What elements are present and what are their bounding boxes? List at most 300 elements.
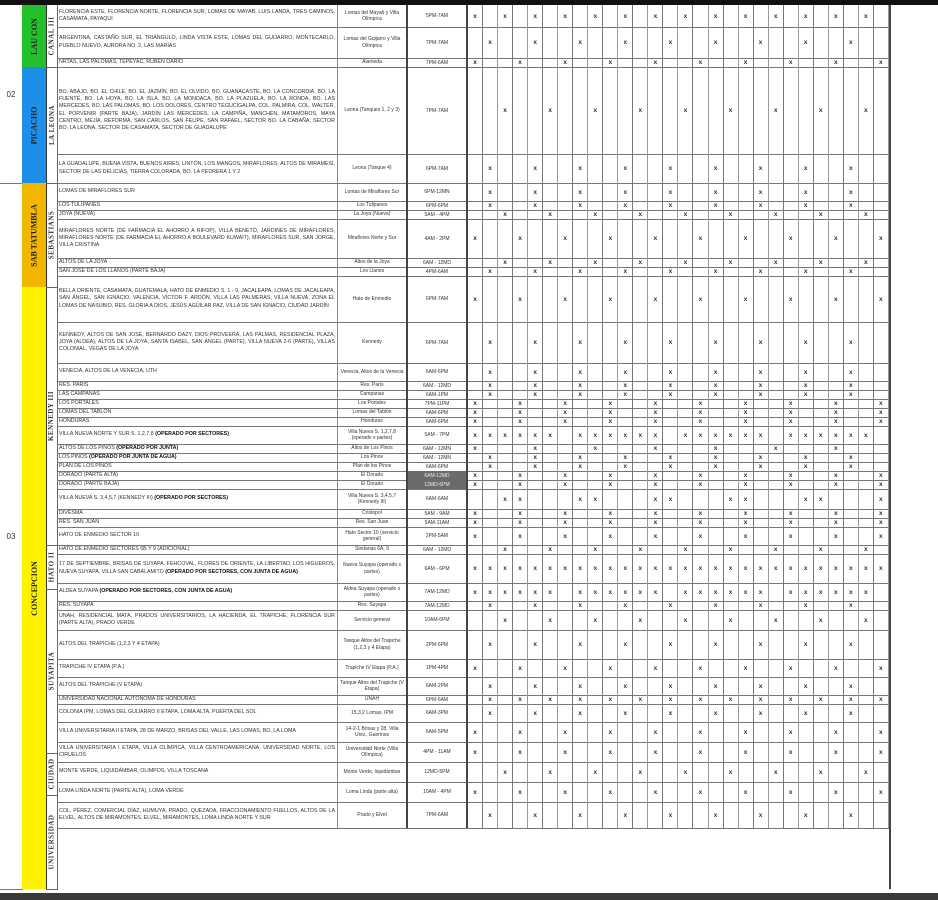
day-cell-empty	[633, 659, 648, 677]
day-cell-empty	[498, 322, 513, 363]
day-cell-marked: x	[709, 802, 724, 828]
day-cell-marked: x	[513, 219, 528, 258]
day-cell-marked: x	[498, 210, 513, 219]
day-cell-empty	[678, 489, 693, 509]
day-cell-marked: x	[498, 489, 513, 509]
day-cell-marked: x	[483, 27, 498, 58]
day-cell-empty	[648, 704, 663, 722]
table-row	[57, 183, 889, 202]
day-cell-empty	[633, 363, 648, 381]
day-cell-marked: x	[558, 527, 573, 545]
day-cell-empty	[814, 408, 829, 417]
horario-cell: 6PM-7AM	[408, 154, 468, 183]
day-cell-empty	[859, 322, 874, 363]
day-cell-empty	[739, 67, 754, 154]
day-cell-empty	[663, 210, 678, 219]
day-cell-empty	[739, 677, 754, 695]
day-cell-empty	[844, 762, 859, 782]
day-cell-marked: x	[693, 58, 708, 67]
day-cell-empty	[483, 399, 498, 408]
day-cell-empty	[468, 154, 483, 183]
day-cell-empty	[588, 417, 603, 426]
day-cell-marked: x	[483, 554, 498, 583]
day-cell-empty	[543, 527, 558, 545]
day-cell-marked: x	[784, 219, 799, 258]
day-cell-empty	[528, 527, 543, 545]
day-cell-empty	[573, 742, 588, 762]
day-cell-empty	[558, 462, 573, 471]
day-cell-empty	[693, 677, 708, 695]
day-cell-empty	[513, 762, 528, 782]
fuente-cell: Miraflores Norte y Sur	[338, 219, 408, 258]
day-cell-empty	[483, 5, 498, 27]
day-cell-marked: x	[663, 630, 678, 659]
day-cell-empty	[724, 509, 739, 518]
day-cell-marked: x	[693, 722, 708, 742]
day-cell-marked: x	[513, 583, 528, 601]
day-cell-marked: x	[829, 722, 844, 742]
day-cell-empty	[543, 381, 558, 390]
day-cell-marked: x	[663, 802, 678, 828]
day-cell-marked: x	[663, 381, 678, 390]
day-cell-empty	[633, 677, 648, 695]
day-cell-empty	[468, 258, 483, 267]
day-cell-marked: x	[483, 267, 498, 276]
day-cell-empty	[648, 453, 663, 462]
day-cell-marked: x	[648, 742, 663, 762]
day-cell-empty	[784, 5, 799, 27]
day-cell-empty	[739, 183, 754, 201]
day-cell-marked: x	[709, 322, 724, 363]
day-cell-empty	[483, 210, 498, 219]
day-cell-empty	[859, 527, 874, 545]
day-cell-empty	[724, 471, 739, 480]
subsector-label: SUYAPITA	[47, 651, 56, 691]
day-cell-marked: x	[874, 659, 889, 677]
day-cell-empty	[483, 219, 498, 258]
fuente-cell: UNAH	[338, 695, 408, 704]
day-cell-marked: x	[784, 695, 799, 704]
day-grid	[468, 408, 889, 417]
day-cell-marked: x	[754, 554, 769, 583]
day-cell-marked: x	[874, 509, 889, 518]
day-cell-empty	[874, 210, 889, 219]
day-cell-marked: x	[663, 201, 678, 210]
day-cell-marked: x	[693, 659, 708, 677]
day-cell-marked: x	[648, 489, 663, 509]
day-cell-marked: x	[633, 210, 648, 219]
day-cell-marked: x	[754, 201, 769, 210]
day-cell-empty	[874, 601, 889, 610]
day-cell-empty	[814, 363, 829, 381]
day-cell-empty	[633, 154, 648, 183]
day-grid	[468, 219, 889, 258]
day-cell-empty	[618, 610, 633, 630]
day-cell-marked: x	[769, 5, 784, 27]
day-cell-marked: x	[784, 471, 799, 480]
day-cell-empty	[799, 659, 814, 677]
day-cell-empty	[573, 527, 588, 545]
colonias-cell	[57, 5, 338, 27]
day-cell-empty	[769, 408, 784, 417]
day-grid	[468, 583, 889, 601]
table-row	[57, 27, 889, 59]
day-cell-empty	[588, 518, 603, 527]
day-cell-marked: x	[829, 408, 844, 417]
day-cell-empty	[468, 545, 483, 554]
day-cell-empty	[769, 399, 784, 408]
day-cell-empty	[784, 630, 799, 659]
day-cell-empty	[603, 258, 618, 267]
day-cell-marked: x	[859, 426, 874, 444]
day-cell-marked: x	[663, 390, 678, 399]
day-cell-empty	[558, 210, 573, 219]
day-cell-marked: x	[573, 381, 588, 390]
day-cell-empty	[528, 67, 543, 154]
horario-cell: 6AM-6PM	[408, 462, 468, 471]
day-cell-marked: x	[739, 5, 754, 27]
horario-cell: 10AM-6PM	[408, 610, 468, 630]
day-cell-marked: x	[859, 583, 874, 601]
horario-cell: 6AM-6PM	[408, 363, 468, 381]
day-cell-empty	[844, 258, 859, 267]
day-cell-empty	[754, 659, 769, 677]
day-cell-marked: x	[663, 183, 678, 201]
day-cell-empty	[663, 722, 678, 742]
day-cell-empty	[859, 471, 874, 480]
day-cell-marked: x	[754, 322, 769, 363]
day-cell-marked: x	[573, 27, 588, 58]
day-cell-empty	[859, 390, 874, 399]
day-cell-empty	[558, 363, 573, 381]
day-cell-empty	[648, 462, 663, 471]
day-cell-empty	[829, 201, 844, 210]
day-cell-marked: x	[678, 545, 693, 554]
day-cell-marked: x	[709, 27, 724, 58]
day-cell-marked: x	[483, 183, 498, 201]
sector-band	[22, 287, 47, 889]
day-cell-marked: x	[618, 322, 633, 363]
day-cell-marked: x	[468, 58, 483, 67]
day-cell-marked: x	[799, 489, 814, 509]
colonias-cell	[57, 408, 338, 417]
day-cell-empty	[709, 399, 724, 408]
day-cell-empty	[648, 322, 663, 363]
day-cell-empty	[844, 276, 859, 322]
day-cell-empty	[498, 802, 513, 828]
day-cell-empty	[483, 742, 498, 762]
day-cell-empty	[528, 471, 543, 480]
day-cell-empty	[829, 762, 844, 782]
day-cell-marked: x	[678, 762, 693, 782]
day-cell-empty	[618, 545, 633, 554]
day-cell-empty	[648, 201, 663, 210]
day-cell-marked: x	[513, 554, 528, 583]
day-cell-empty	[754, 762, 769, 782]
day-cell-empty	[543, 659, 558, 677]
day-cell-empty	[829, 322, 844, 363]
colonias-text: VILLA UNIVERSITARIA I ETAPA, VILLA OLÍMPICA, VILLA CENTROAMERICANA, UNIVERSIDAD NORTE, LOS CIRUELOS	[59, 744, 335, 758]
day-cell-empty	[498, 453, 513, 462]
day-cell-empty	[829, 630, 844, 659]
colonias-cell	[57, 480, 338, 489]
day-cell-empty	[468, 802, 483, 828]
table-row	[57, 610, 889, 631]
colonias-text: COL. PÉREZ, COMERCIAL DÍAZ, HUMUYA, PRADO, QUEZADA, FRACCIONAMIENTO FUELLOS, ALTOS DE LA ELVEL, ALTOS DE MIRAMONTES, ELVEL, MIRAMONTES, LOMA LINDA NORTE Y SUR	[59, 807, 335, 821]
day-cell-empty	[573, 417, 588, 426]
day-cell-empty	[633, 27, 648, 58]
day-cell-marked: x	[678, 210, 693, 219]
day-cell-empty	[784, 677, 799, 695]
day-cell-marked: x	[784, 509, 799, 518]
day-cell-empty	[754, 399, 769, 408]
day-cell-empty	[573, 480, 588, 489]
day-cell-empty	[724, 381, 739, 390]
day-cell-empty	[724, 527, 739, 545]
day-cell-empty	[618, 417, 633, 426]
day-cell-marked: x	[829, 417, 844, 426]
day-cell-empty	[784, 390, 799, 399]
day-cell-empty	[588, 183, 603, 201]
colonias-cell	[57, 219, 338, 258]
day-cell-marked: x	[754, 27, 769, 58]
day-cell-empty	[498, 630, 513, 659]
day-cell-empty	[513, 210, 528, 219]
day-cell-empty	[859, 782, 874, 802]
day-cell-marked: x	[663, 554, 678, 583]
day-cell-marked: x	[573, 583, 588, 601]
day-cell-marked: x	[829, 276, 844, 322]
day-cell-empty	[678, 509, 693, 518]
day-cell-marked: x	[814, 554, 829, 583]
day-cell-marked: x	[814, 210, 829, 219]
day-cell-empty	[769, 722, 784, 742]
day-cell-marked: x	[588, 762, 603, 782]
fuente-cell: Lomas del Tablón	[338, 408, 408, 417]
day-cell-marked: x	[799, 583, 814, 601]
table-row	[57, 426, 889, 445]
day-cell-empty	[468, 762, 483, 782]
colonias-text: MIRAFLORES NORTE (DE FARMACIA EL AHORRO A RIFOP), VILLA BENETÓ, JARDINES DE MIRAFLORES, MIRAFLORES NORTE (DE FARMACIA EL AHORRO A BOULEVARD KUWAIT), MIRAFLORES SUR, SAN JORGE, VILLA CRISTINA	[59, 227, 335, 249]
day-cell-empty	[498, 183, 513, 201]
day-cell-marked: x	[603, 471, 618, 480]
day-grid	[468, 509, 889, 518]
day-grid	[468, 390, 889, 399]
day-cell-empty	[528, 417, 543, 426]
sector-label: SAB TATUMBLA	[29, 203, 39, 267]
day-cell-empty	[573, 659, 588, 677]
day-cell-marked: x	[498, 5, 513, 27]
day-cell-empty	[724, 417, 739, 426]
day-cell-marked: x	[799, 390, 814, 399]
day-cell-empty	[603, 381, 618, 390]
day-cell-empty	[543, 704, 558, 722]
day-cell-marked: x	[769, 610, 784, 630]
day-cell-empty	[498, 704, 513, 722]
table-row	[57, 5, 889, 28]
day-cell-empty	[543, 154, 558, 183]
day-cell-empty	[769, 742, 784, 762]
day-cell-empty	[663, 399, 678, 408]
day-cell-empty	[754, 509, 769, 518]
day-cell-empty	[648, 677, 663, 695]
day-cell-empty	[528, 722, 543, 742]
day-cell-empty	[874, 453, 889, 462]
day-grid	[468, 5, 889, 27]
day-grid	[468, 67, 889, 154]
colonias-cell	[57, 67, 338, 154]
day-cell-empty	[468, 601, 483, 610]
day-cell-empty	[678, 201, 693, 210]
day-cell-empty	[513, 381, 528, 390]
day-cell-marked: x	[844, 390, 859, 399]
day-cell-marked: x	[784, 527, 799, 545]
day-cell-empty	[633, 509, 648, 518]
day-cell-marked: x	[468, 659, 483, 677]
day-cell-empty	[724, 480, 739, 489]
day-cell-empty	[678, 363, 693, 381]
day-cell-empty	[859, 453, 874, 462]
day-cell-empty	[588, 27, 603, 58]
day-cell-marked: x	[483, 390, 498, 399]
day-cell-empty	[754, 722, 769, 742]
day-cell-empty	[663, 480, 678, 489]
day-cell-empty	[693, 462, 708, 471]
day-cell-empty	[754, 782, 769, 802]
day-cell-empty	[633, 518, 648, 527]
day-cell-marked: x	[588, 444, 603, 453]
day-cell-empty	[769, 583, 784, 601]
day-cell-marked: x	[709, 390, 724, 399]
day-cell-empty	[513, 610, 528, 630]
day-cell-marked: x	[528, 154, 543, 183]
day-cell-empty	[498, 742, 513, 762]
day-cell-empty	[829, 67, 844, 154]
day-cell-empty	[483, 762, 498, 782]
day-cell-marked: x	[528, 201, 543, 210]
day-cell-empty	[724, 444, 739, 453]
day-cell-empty	[573, 610, 588, 630]
day-cell-empty	[618, 489, 633, 509]
day-cell-marked: x	[513, 518, 528, 527]
day-cell-empty	[543, 417, 558, 426]
day-cell-empty	[693, 154, 708, 183]
day-cell-empty	[709, 782, 724, 802]
day-cell-empty	[588, 480, 603, 489]
zone-label: 03	[6, 531, 16, 541]
day-cell-marked: x	[844, 554, 859, 583]
day-cell-marked: x	[573, 677, 588, 695]
day-grid	[468, 27, 889, 58]
day-cell-empty	[498, 782, 513, 802]
day-cell-empty	[483, 417, 498, 426]
day-cell-marked: x	[573, 601, 588, 610]
day-cell-empty	[799, 471, 814, 480]
day-grid	[468, 363, 889, 381]
day-cell-empty	[829, 695, 844, 704]
day-cell-empty	[724, 390, 739, 399]
day-cell-empty	[844, 518, 859, 527]
day-cell-empty	[603, 802, 618, 828]
day-cell-empty	[663, 742, 678, 762]
colonias-text: DIVESMA	[59, 509, 83, 516]
table-row	[57, 363, 889, 382]
day-cell-empty	[663, 276, 678, 322]
day-cell-empty	[799, 444, 814, 453]
horario-cell: 10AM - 4PM	[408, 782, 468, 802]
day-cell-marked: x	[648, 518, 663, 527]
day-cell-marked: x	[799, 267, 814, 276]
day-cell-marked: x	[769, 210, 784, 219]
day-cell-empty	[483, 659, 498, 677]
day-cell-empty	[558, 630, 573, 659]
day-cell-empty	[724, 267, 739, 276]
day-cell-marked: x	[769, 67, 784, 154]
day-cell-marked: x	[483, 695, 498, 704]
day-cell-marked: x	[693, 219, 708, 258]
day-cell-marked: x	[678, 5, 693, 27]
day-cell-marked: x	[829, 742, 844, 762]
day-cell-marked: x	[709, 444, 724, 453]
day-cell-empty	[558, 267, 573, 276]
day-cell-empty	[573, 545, 588, 554]
day-cell-marked: x	[844, 267, 859, 276]
day-cell-empty	[543, 363, 558, 381]
day-cell-marked: x	[648, 480, 663, 489]
day-cell-empty	[678, 722, 693, 742]
day-cell-marked: x	[618, 363, 633, 381]
colonias-text: UNIVERSIDAD NACIONAL AUTÓNOMA DE HONDURAS	[59, 695, 196, 702]
day-cell-empty	[769, 695, 784, 704]
day-cell-marked: x	[844, 154, 859, 183]
day-cell-marked: x	[754, 183, 769, 201]
day-cell-marked: x	[528, 802, 543, 828]
day-cell-empty	[573, 276, 588, 322]
day-cell-empty	[633, 219, 648, 258]
day-cell-empty	[513, 601, 528, 610]
day-cell-marked: x	[588, 210, 603, 219]
day-cell-empty	[543, 489, 558, 509]
fuente-cell: Villa Nueva S. 1,2,7,8 (operado x partes)	[338, 426, 408, 444]
colonias-cell	[57, 267, 338, 276]
day-cell-marked: x	[739, 471, 754, 480]
day-cell-empty	[874, 381, 889, 390]
day-cell-empty	[573, 782, 588, 802]
day-cell-empty	[814, 659, 829, 677]
day-cell-marked: x	[844, 462, 859, 471]
day-cell-empty	[663, 659, 678, 677]
day-cell-marked: x	[603, 276, 618, 322]
day-cell-marked: x	[709, 363, 724, 381]
day-cell-empty	[498, 509, 513, 518]
colonias-cell	[57, 509, 338, 518]
day-cell-marked: x	[603, 722, 618, 742]
day-cell-empty	[588, 659, 603, 677]
day-cell-empty	[754, 518, 769, 527]
colonias-text: LA GUADALUPE, BUENA VISTA, BUENOS AIRES, LINTÓN, LOS MANGOS, MIRAFLORES, ALTOS DE MIRAMESÍ, SECTOR DE LAS DELICIAS, TIERRA COLORADA, BO. LA PEDRERA 1 Y 2	[59, 161, 335, 175]
day-grid	[468, 802, 889, 828]
day-cell-marked: x	[483, 201, 498, 210]
day-cell-empty	[874, 802, 889, 828]
day-cell-marked: x	[739, 480, 754, 489]
day-cell-empty	[603, 453, 618, 462]
day-cell-empty	[769, 154, 784, 183]
fuente-cell: Universidad Norte (Villa Olímpica)	[338, 742, 408, 762]
day-cell-marked: x	[859, 5, 874, 27]
day-cell-empty	[513, 704, 528, 722]
day-cell-marked: x	[648, 509, 663, 518]
sector-band	[22, 183, 47, 287]
